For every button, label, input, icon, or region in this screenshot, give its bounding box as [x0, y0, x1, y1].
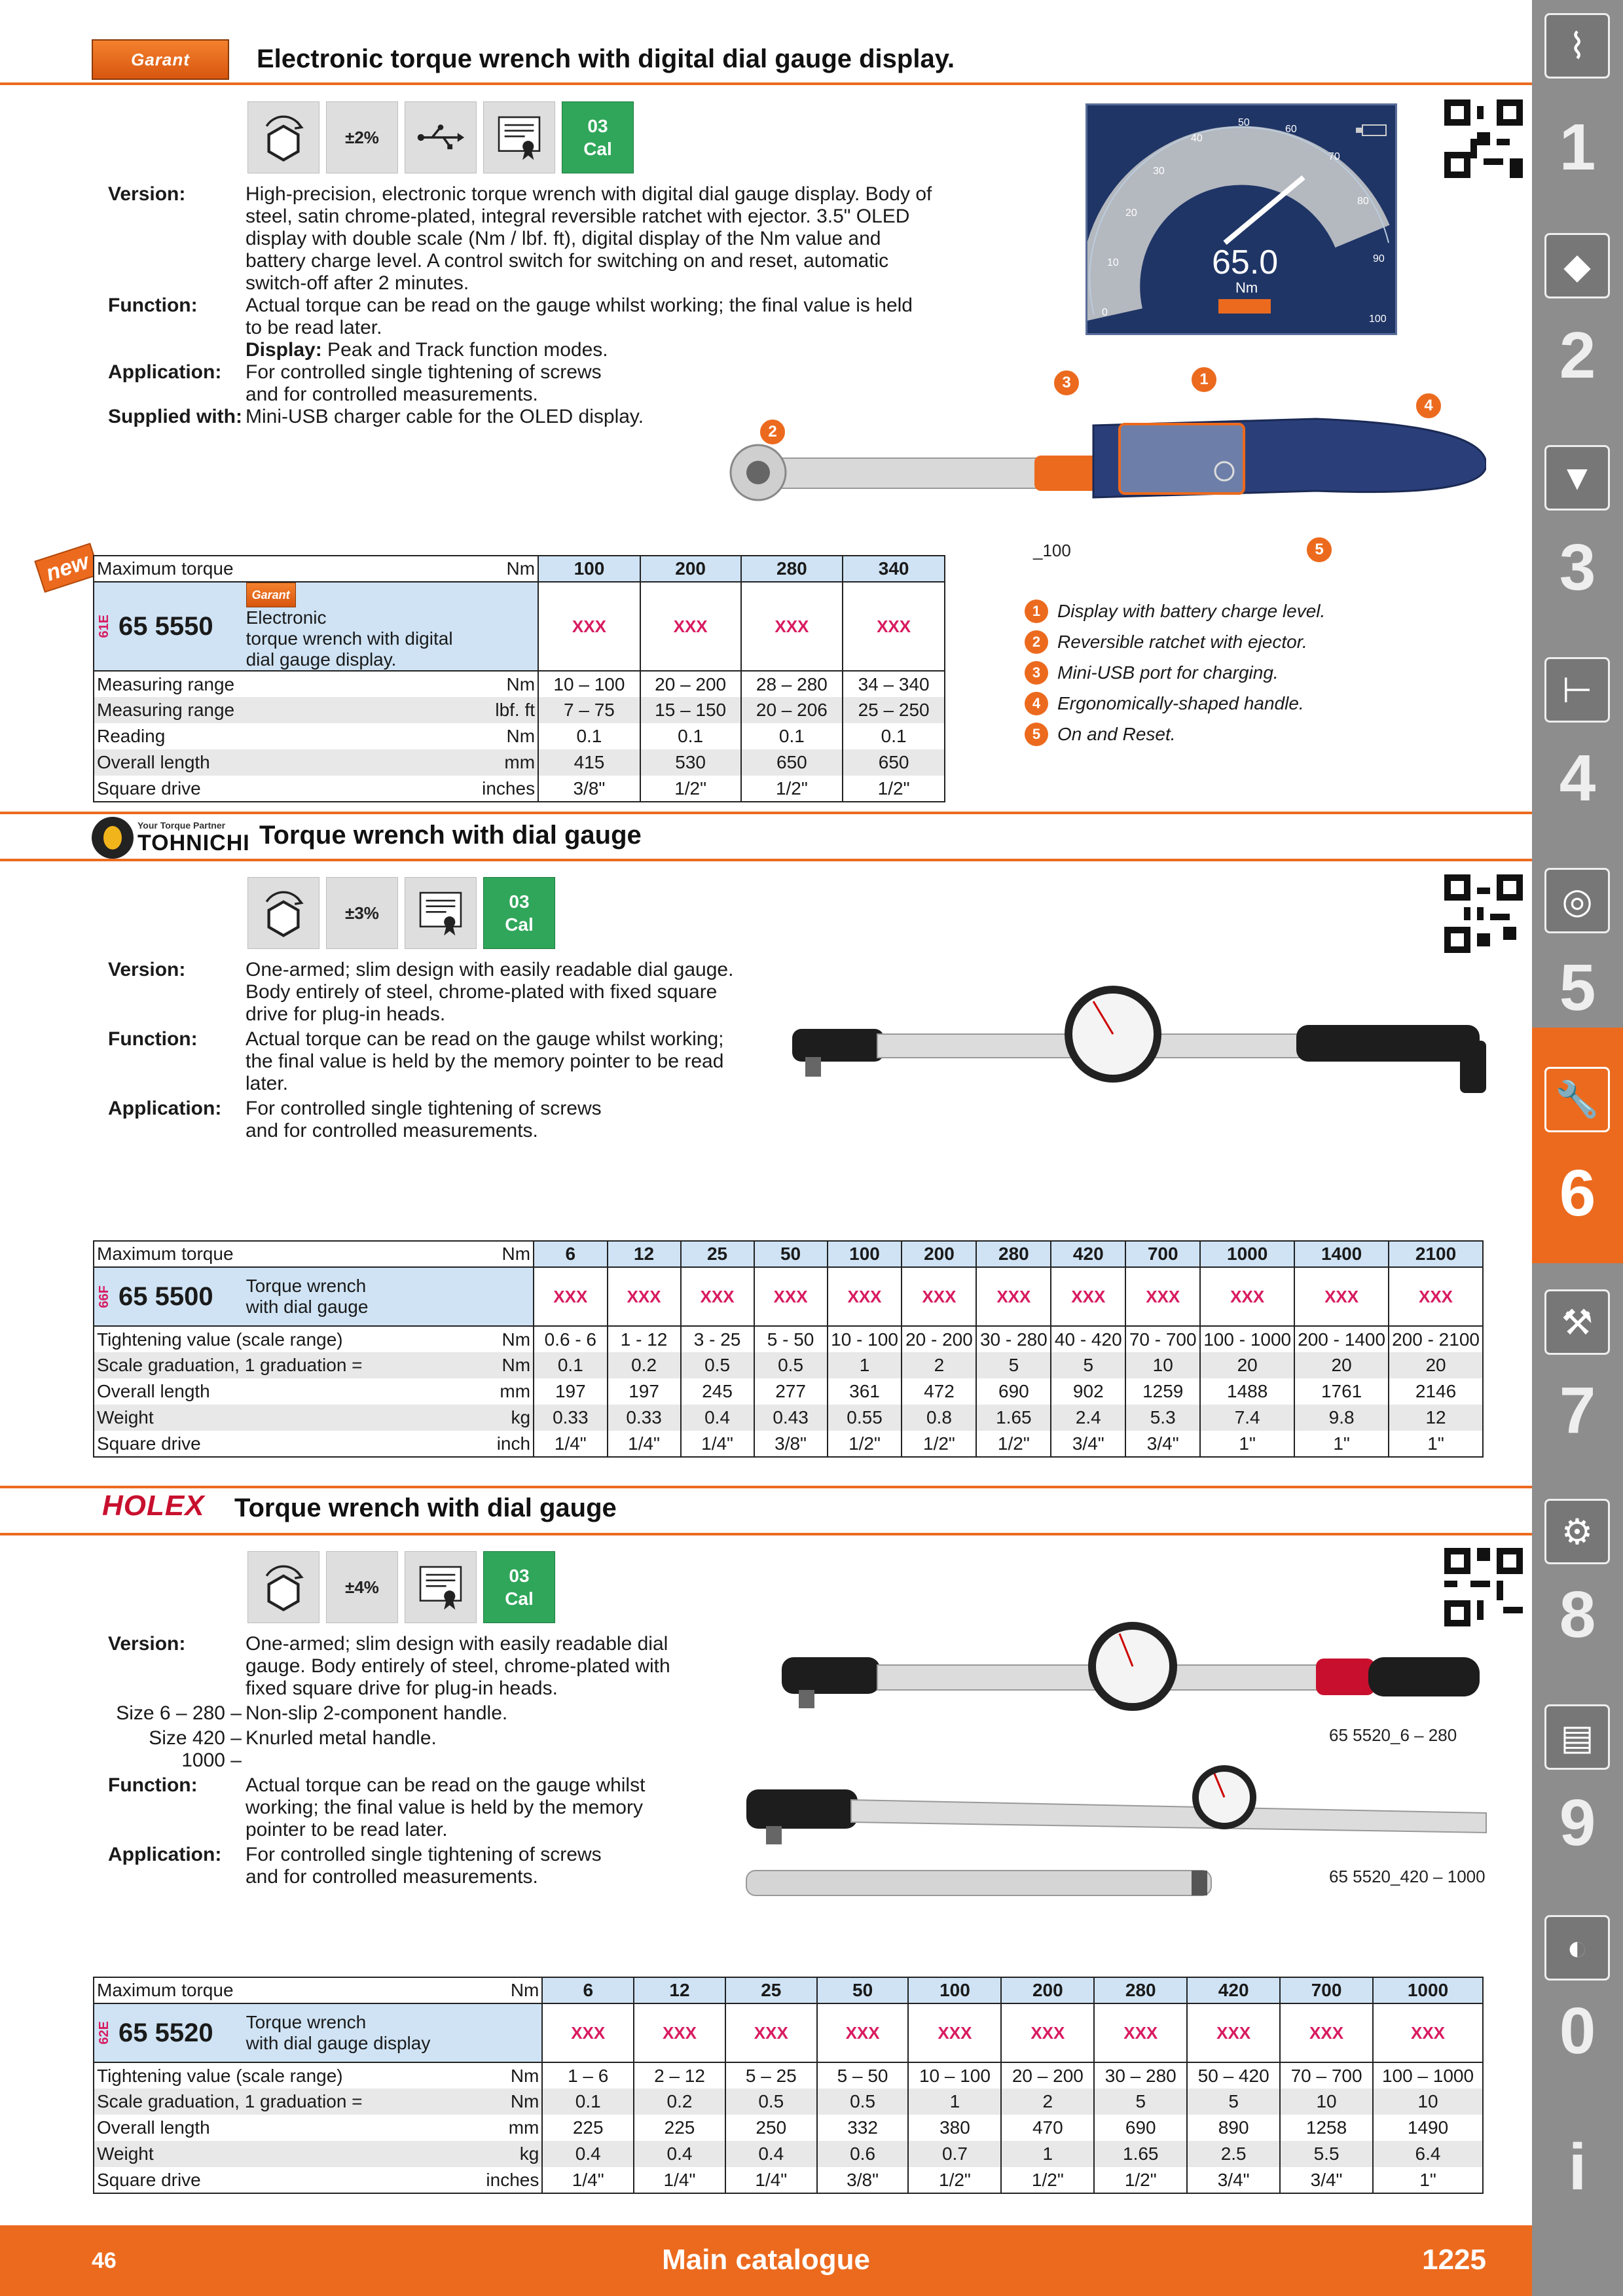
qr-code-icon[interactable] — [1444, 874, 1523, 953]
desc-label: Version: — [108, 183, 186, 205]
table-row: Overall length mm 197 197 245 277 361 472 690 902 1259 1488 1761 2146 — [94, 1378, 1483, 1405]
gauge-tick: 20 — [1125, 207, 1137, 219]
workshop-icon: ⚙ — [1544, 1499, 1610, 1564]
table-row: Tightening value (scale range) Nm 0.6 - 6 1 - 12 3 - 25 5 - 50 10 - 100 20 - 200 30 - 280 40 - 420 70 - 700 100 - 1000 200 - 1400 200 - 2100 — [94, 1326, 1483, 1352]
tab-chapter-4[interactable] — [1532, 628, 1623, 825]
article-desc: dial gauge display. — [246, 649, 397, 670]
legend-item: Ergonomically-shaped handle. — [1057, 693, 1304, 713]
spec-table-655520 — [93, 1977, 1484, 2194]
usb-icon — [405, 101, 477, 173]
article-number: 65 5520 — [119, 2018, 213, 2047]
section-title-tohnichi: Torque wrench with dial gauge — [259, 821, 642, 850]
desc-display-label: Display: — [246, 339, 322, 361]
section-divider — [0, 1533, 1532, 1535]
gauge-tick: 100 — [1369, 314, 1387, 325]
gauge-tick: 70 — [1328, 151, 1340, 162]
table-head: Maximum torque Nm 6 12 25 50 100 200 280 420 700 1000 — [94, 1977, 1483, 2003]
garant-logo: Garant — [92, 39, 229, 80]
calibration-badge — [483, 877, 555, 949]
hexagon-rotation-icon — [247, 101, 319, 173]
calibration-badge — [562, 101, 634, 173]
table-row: Weight kg 0.33 0.33 0.4 0.43 0.55 0.8 1.65 2.4 5.3 7.4 9.8 12 — [94, 1405, 1483, 1431]
tab-number: 1 — [1559, 111, 1596, 184]
tab-number: 9 — [1559, 1786, 1596, 1859]
holex-wrench-small-image — [779, 1617, 1493, 1728]
callout-5: 5 — [1305, 535, 1334, 564]
gauge-tick: 80 — [1357, 196, 1369, 207]
tohnichi-name: TOHNICHI — [137, 830, 250, 855]
tab-number: 4 — [1559, 742, 1596, 815]
section-divider — [0, 859, 1532, 861]
info-icon: i — [1568, 2130, 1587, 2204]
cal-label: Cal — [583, 139, 612, 159]
legend-item: Display with battery charge level. — [1057, 601, 1326, 621]
certificate-icon — [483, 101, 555, 173]
page-number-right: 1225 — [1422, 2244, 1486, 2276]
cal-label: Cal — [505, 914, 534, 935]
cabinet-icon: ▤ — [1544, 1704, 1610, 1770]
section-divider — [0, 82, 1532, 85]
desc-application: For controlled single tightening of screws and for controlled measurements. — [246, 361, 602, 405]
desc-function: Actual torque can be read on the gauge whilst working; the final value is held to be read later. — [246, 295, 913, 338]
cal-code: 03 — [509, 1566, 530, 1586]
legend-bullet: 4 — [1025, 692, 1048, 715]
tab-chapter-2[interactable] — [1532, 209, 1623, 406]
accuracy-badge: ±2% — [326, 101, 398, 173]
tab-number: 0 — [1559, 1994, 1596, 2068]
tab-number: 7 — [1559, 1374, 1596, 1447]
display-unit: Nm — [1235, 279, 1258, 296]
legend-item: On and Reset. — [1057, 724, 1176, 744]
legend-bullet: 1 — [1025, 600, 1048, 623]
qr-code-icon[interactable] — [1444, 99, 1523, 178]
gauge-tick: 60 — [1285, 124, 1297, 135]
section-divider — [0, 812, 1532, 814]
tab-number: 5 — [1559, 951, 1596, 1024]
tab-info[interactable] — [1532, 2094, 1623, 2291]
gauge-tick: 10 — [1107, 257, 1119, 268]
chapter-tabs — [1532, 0, 1623, 2296]
tool-holder-icon: ▼ — [1544, 445, 1610, 511]
table-row: Reading Nm 0.1 0.1 0.1 0.1 — [94, 723, 945, 749]
oled-display-image — [1085, 103, 1397, 335]
desc-size-small: Non-slip 2-component handle. — [246, 1702, 508, 1724]
holex-logo: HOLEX — [102, 1490, 205, 1522]
article-prefix: 66F — [97, 1285, 111, 1308]
legend-item: Reversible ratchet with ejector. — [1057, 632, 1307, 652]
legend-bullet: 2 — [1025, 630, 1048, 654]
desc-label: Application: — [108, 361, 222, 383]
article-row: 66F 65 5500 Torque wrench with dial gauge XXX XXX XXX XXX XXX XXX XXX XXX XXX XXX XXX XXX — [94, 1267, 1483, 1326]
table-row: Overall length mm 225 225 250 332 380 470 690 890 1258 1490 — [94, 2115, 1483, 2141]
callout-1: 1 — [1190, 365, 1218, 394]
table-row: Overall length mm 415 530 650 650 — [94, 749, 945, 776]
table-row: Tightening value (scale range) Nm 1 – 6 2 – 12 5 – 25 5 – 50 10 – 100 20 – 200 30 – 280 50 – 420 70 – 700 100 – 1000 — [94, 2062, 1483, 2089]
gauge-tick: 30 — [1153, 166, 1165, 177]
desc-function: Actual torque can be read on the gauge whilst working; the final value is held by the memory pointer to be read later. — [246, 1774, 646, 1840]
feature-icons-1 — [247, 101, 634, 173]
price-cell: XXX — [843, 582, 945, 671]
tab-chapter-8[interactable] — [1532, 1466, 1623, 1662]
hexagon-rotation-icon — [247, 877, 319, 949]
saw-blade-icon: ◎ — [1544, 868, 1610, 933]
display-garant-logo — [1218, 299, 1271, 314]
dial-wrench-image — [786, 982, 1493, 1113]
col-head: 100 — [538, 556, 640, 582]
gauge-tick: 40 — [1191, 133, 1203, 144]
article-number: 65 5550 — [119, 611, 213, 641]
tab-number: 8 — [1559, 1578, 1596, 1651]
legend-bullet: 5 — [1025, 723, 1048, 746]
desc-version: High-precision, electronic torque wrench with digital dial gauge display. Body of steel, satin chrome-plated, integral reversible ratchet with ejector. 3.5" OLED display with double scale (Nm / lbf. ft), digital display of the Nm value and battery charge level. A control switch for switching on and reset, automatic switch-off after 2 minutes. — [246, 183, 932, 294]
article-row: 62E 65 5520 Torque wrench with dial gauge display XXX XXX XXX XXX XXX XXX XXX XXX XXX XXX — [94, 2003, 1483, 2062]
section-title-holex: Torque wrench with dial gauge — [234, 1494, 617, 1522]
insert-icon: ◆ — [1544, 233, 1610, 298]
tab-chapter-6[interactable] — [1532, 1028, 1623, 1263]
desc-label: Function: — [108, 1028, 198, 1050]
desc-display: Peak and Track function modes. — [321, 339, 608, 361]
gauge-tick: 50 — [1238, 117, 1250, 128]
spec-table-655500 — [93, 1240, 1484, 1458]
col-head: 340 — [843, 556, 945, 582]
cal-label: Cal — [505, 1588, 534, 1609]
tab-chapter-3[interactable] — [1532, 419, 1623, 615]
calibration-badge — [483, 1551, 555, 1623]
hexagon-rotation-icon — [247, 1551, 319, 1623]
certificate-icon — [405, 1551, 477, 1623]
table-row: Square drive inch 1/4" 1/4" 1/4" 3/8" 1/2" 1/2" 1/2" 3/4" 3/4" 1" 1" 1" — [94, 1431, 1483, 1457]
tab-number: 3 — [1559, 531, 1596, 604]
qr-code-icon[interactable] — [1444, 1548, 1523, 1626]
callout-4: 4 — [1414, 391, 1443, 420]
feature-legend — [1025, 596, 1325, 749]
article-prefix: 61E — [97, 615, 111, 638]
article-number: 65 5500 — [119, 1282, 213, 1311]
desc-supplied: Mini-USB charger cable for the OLED display. — [246, 406, 644, 427]
feature-icons-2 — [247, 877, 555, 949]
table-row: Measuring range lbf. ft 7 – 75 15 – 150 20 – 206 25 – 250 — [94, 697, 945, 723]
desc-label: Version: — [108, 959, 186, 980]
image-caption-large: 65 5520_420 – 1000 — [1329, 1867, 1486, 1886]
safety-icon: ◐ — [1544, 1915, 1610, 1981]
image-caption: _100 — [1033, 541, 1071, 560]
price-cell: XXX — [640, 582, 741, 671]
callout-2: 2 — [758, 418, 787, 446]
measuring-icon: ⊢ — [1544, 657, 1610, 723]
table-row: Weight kg 0.4 0.4 0.4 0.6 0.7 1 1.65 2.5 5.5 6.4 — [94, 2141, 1483, 2167]
table-row: Scale graduation, 1 graduation = Nm 0.1 0.2 0.5 0.5 1 2 5 5 10 10 — [94, 2089, 1483, 2115]
tohnichi-logo — [92, 817, 250, 859]
section-divider — [0, 1486, 1532, 1488]
tab-chapter-5[interactable] — [1532, 844, 1623, 1041]
desc-size-label: Size 6 – 280 – — [116, 1702, 242, 1724]
cal-code: 03 — [587, 116, 608, 136]
display-value: 65.0 — [1212, 243, 1279, 281]
page-footer — [0, 2225, 1532, 2296]
callout-3: 3 — [1052, 368, 1081, 397]
price-cell: XXX — [538, 582, 640, 671]
image-caption-small: 65 5520_6 – 280 — [1329, 1725, 1457, 1745]
article-desc: torque wrench with digital — [246, 628, 453, 649]
desc-label: Application: — [108, 1844, 222, 1865]
legend-item: Mini-USB port for charging. — [1057, 662, 1279, 683]
desc-function: Actual torque can be read on the gauge whilst working; the final value is held by the memory pointer to be read later. — [246, 1028, 724, 1094]
spec-table-655550 — [93, 555, 945, 802]
tohnichi-tagline: Your Torque Partner — [137, 819, 226, 831]
article-desc: Electronic — [246, 607, 327, 628]
tab-chapter-7[interactable] — [1532, 1263, 1623, 1460]
col-head: 280 — [741, 556, 843, 582]
table-row: Square drive inches 3/8" 1/2" 1/2" 1/2" — [94, 776, 945, 802]
table-row: Square drive inches 1/4" 1/4" 1/4" 3/8" 1/2" 1/2" 1/2" 3/4" 3/4" 1" — [94, 2167, 1483, 2193]
col-head: 200 — [640, 556, 741, 582]
hand-tools-icon: ⚒ — [1544, 1289, 1610, 1355]
tab-chapter-0[interactable] — [1532, 1885, 1623, 2081]
table-head-label: Maximum torque Nm — [94, 556, 538, 582]
description-2 — [108, 959, 737, 1142]
article-prefix: 62E — [97, 2021, 111, 2045]
description-3 — [108, 1633, 697, 1888]
desc-label: Function: — [108, 1774, 198, 1796]
garant-mini-logo: Garant — [246, 583, 296, 607]
accuracy-badge: ±3% — [326, 877, 398, 949]
tab-number: 2 — [1559, 319, 1596, 392]
tab-chapter-1[interactable] — [1532, 0, 1623, 196]
legend-bullet: 3 — [1025, 661, 1048, 685]
desc-label: Application: — [108, 1098, 222, 1119]
desc-label: Function: — [108, 295, 198, 316]
price-cell: XXX — [741, 582, 843, 671]
electronic-wrench-image — [727, 399, 1486, 530]
cal-code: 03 — [509, 891, 530, 912]
desc-label: Supplied with: — [108, 406, 242, 427]
gauge-tick: 0 — [1102, 307, 1108, 318]
catalogue-title: Main catalogue — [662, 2244, 870, 2276]
new-badge: new — [34, 543, 100, 592]
desc-application: For controlled single tightening of screws and for controlled measurements. — [246, 1098, 602, 1141]
page-number-left: 46 — [92, 2248, 117, 2273]
table-row: Scale graduation, 1 graduation = Nm 0.1 0.2 0.5 0.5 1 2 5 5 10 20 20 20 — [94, 1352, 1483, 1378]
tab-chapter-9[interactable] — [1532, 1676, 1623, 1872]
tohnichi-mark-icon — [92, 817, 134, 859]
tab-number: 6 — [1559, 1157, 1596, 1230]
table-row: Measuring range Nm 10 – 100 20 – 200 28 – 280 34 – 340 — [94, 671, 945, 697]
drill-icon: ⌇ — [1544, 13, 1610, 79]
table-head: Maximum torque Nm 6 12 25 50 100 200 280 420 700 1000 1400 2100 — [94, 1241, 1483, 1267]
desc-size-large: Knurled metal handle. — [246, 1727, 437, 1749]
desc-version: One-armed; slim design with easily readable dial gauge. Body entirely of steel, chrome-plated with fixed square drive for plug-in heads. — [246, 1633, 670, 1699]
section-title-electronic: Electronic torque wrench with digital dial gauge display. — [257, 45, 955, 73]
certificate-icon — [405, 877, 477, 949]
desc-label: Version: — [108, 1633, 186, 1655]
feature-icons-3 — [247, 1551, 555, 1623]
desc-version: One-armed; slim design with easily readable dial gauge. Body entirely of steel, chrome-plated with fixed square drive for plug-in heads. — [246, 959, 734, 1025]
gauge-tick: 90 — [1373, 253, 1385, 264]
accuracy-badge: ±4% — [326, 1551, 398, 1623]
description-1 — [108, 183, 933, 428]
desc-size-label: Size 420 – 1000 – — [149, 1727, 242, 1771]
wrench-icon: 🔧 — [1544, 1067, 1610, 1132]
article-cell — [94, 582, 538, 671]
desc-application: For controlled single tightening of screws and for controlled measurements. — [246, 1844, 602, 1888]
